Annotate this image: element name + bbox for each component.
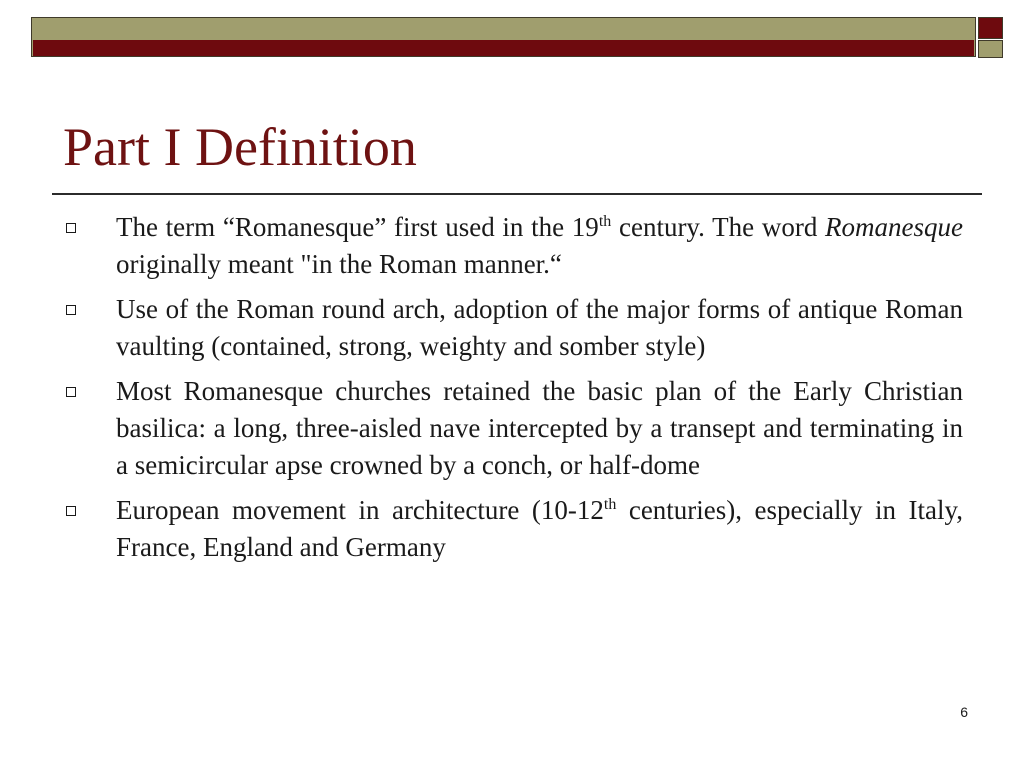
header-decorative-band <box>31 17 976 57</box>
superscript-th: th <box>598 213 612 230</box>
bullet-text-run: centuries), especially in Italy, France, England and Germany <box>116 495 963 562</box>
italic-term: Romanesque <box>825 212 963 242</box>
square-bullet-icon <box>66 305 76 315</box>
bullet-text-run: Most Romanesque churches retained the basic plan of the Early Christian basilica: a long, three-aisled nave intercepted by a transept and terminating in a semicircular apse crowned by a conch, or half-dome <box>116 376 963 480</box>
bullet-text-run: century. The word <box>611 212 826 242</box>
bullet-text <box>116 373 963 484</box>
bullet-item <box>60 209 963 283</box>
square-bullet-icon <box>66 223 76 233</box>
bullet-text <box>116 209 963 283</box>
bullet-item <box>60 373 963 484</box>
bullet-list <box>60 209 963 574</box>
bullet-text-run: The term “Romanesque” first used in the 19 <box>116 212 599 242</box>
bullet-text-run: European movement in architecture (10-12 <box>116 495 604 525</box>
bullet-text <box>116 492 963 566</box>
square-bullet-icon <box>66 387 76 397</box>
header-decorative-square-bottom <box>978 40 1003 58</box>
superscript-th: th <box>603 496 617 513</box>
bullet-text-run: originally meant "in the Roman manner.“ <box>116 249 562 279</box>
header-decorative-band-stripe <box>33 40 974 56</box>
header-decorative-square-top <box>978 17 1003 39</box>
bullet-text <box>116 291 963 365</box>
square-bullet-icon <box>66 506 76 516</box>
page-number: 6 <box>960 704 968 720</box>
bullet-text-run: Use of the Roman round arch, adoption of the major forms of antique Roman vaulting (contained, strong, weighty and somber style) <box>116 294 963 361</box>
bullet-item <box>60 291 963 365</box>
slide-title: Part I Definition <box>63 117 417 177</box>
bullet-item <box>60 492 963 566</box>
title-divider <box>52 193 982 195</box>
